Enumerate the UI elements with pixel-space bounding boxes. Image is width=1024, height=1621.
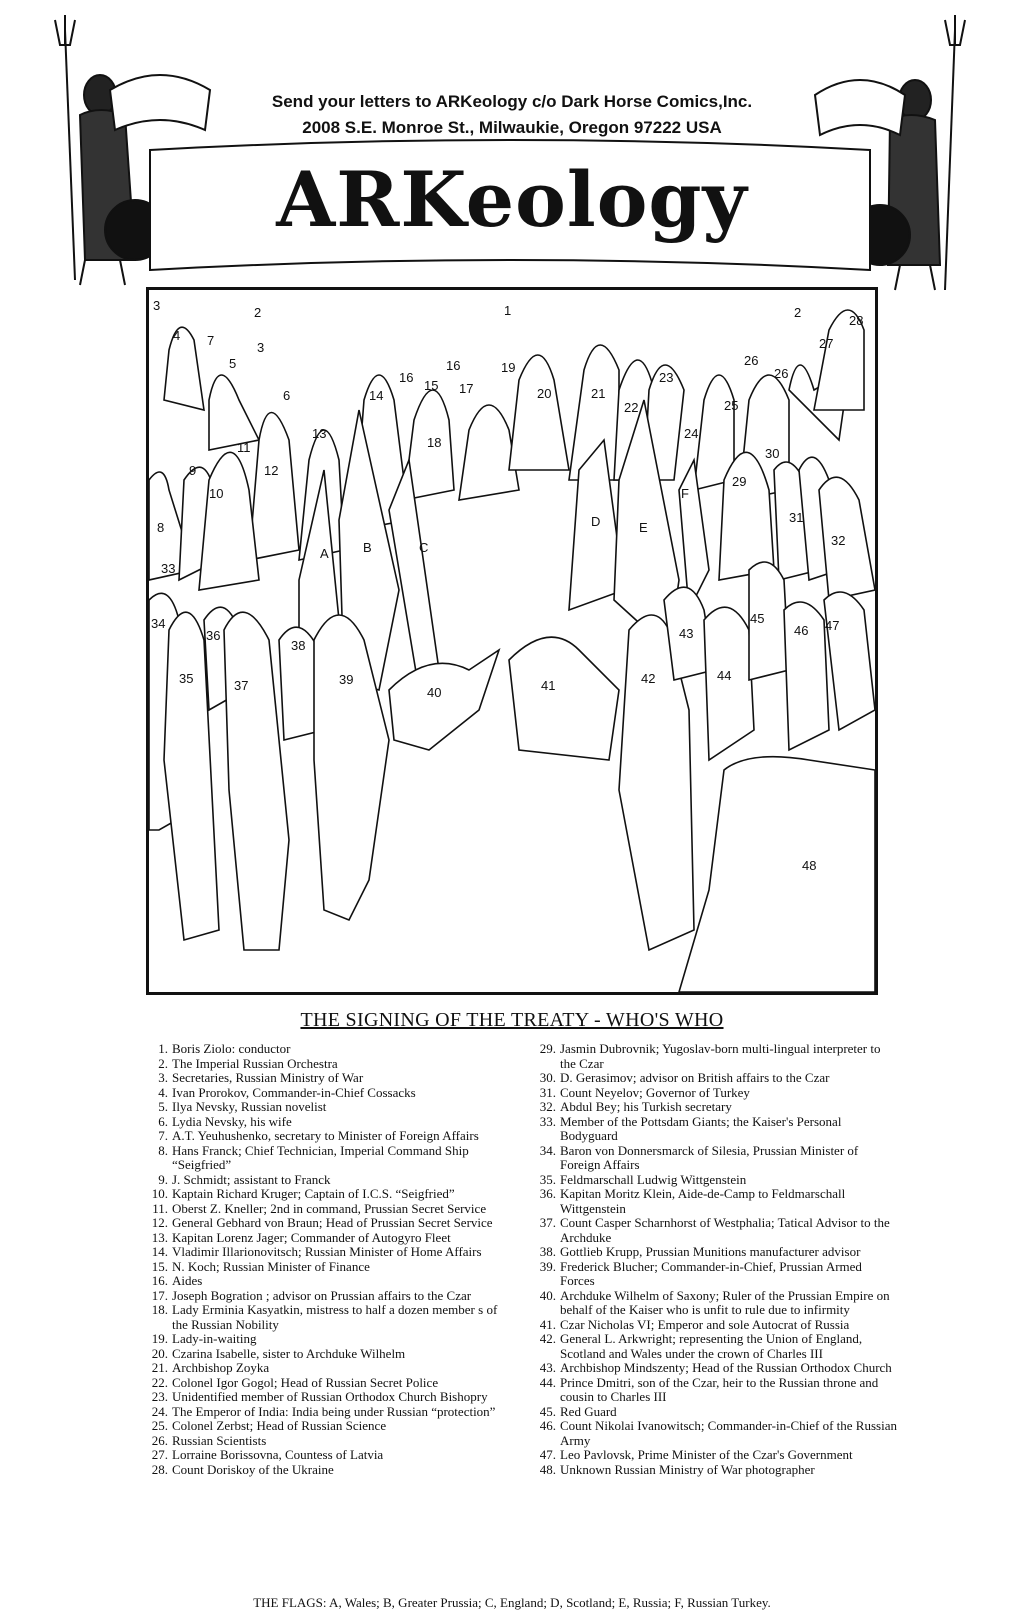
list-item-text: Lorraine Borissovna, Countess of Latvia	[172, 1447, 384, 1462]
list-item-text: A.T. Yeuhushenko, secretary to Minister of Foreign Affairs	[172, 1128, 479, 1143]
figure-label: 23	[659, 370, 674, 385]
list-item	[140, 1245, 510, 1260]
list-item	[140, 1463, 510, 1478]
figure-label: 43	[679, 626, 694, 641]
figure-label: 12	[264, 463, 279, 478]
list-item	[528, 1318, 898, 1333]
list-item-number: 37.	[539, 1215, 556, 1230]
list-item	[140, 1448, 510, 1463]
figure-label: 40	[427, 685, 442, 700]
figure-label: 18	[427, 435, 442, 450]
list-item	[140, 1100, 510, 1115]
list-item-number: 1.	[158, 1041, 168, 1056]
list-item	[140, 1144, 510, 1173]
list-item-number: 42.	[539, 1331, 556, 1346]
list-item	[140, 1361, 510, 1376]
list-item-number: 46.	[539, 1418, 556, 1433]
figure-label: A	[320, 546, 329, 561]
figure-label: 2	[794, 305, 802, 320]
figure-label: 20	[537, 386, 552, 401]
list-item-text: Lady-in-waiting	[172, 1331, 257, 1346]
list-item-number: 8.	[158, 1142, 168, 1158]
figure-label: 25	[724, 398, 739, 413]
list-item-text: Frederick Blucher; Commander-in-Chief, Prussian Armed Forces	[560, 1258, 862, 1288]
silhouette-key-drawing	[149, 290, 875, 992]
figure-label: 21	[591, 386, 606, 401]
list-item	[528, 1115, 898, 1144]
figure-label: 7	[207, 333, 215, 348]
list-item-text: Aides	[172, 1273, 203, 1288]
list-item-number: 18.	[151, 1302, 168, 1317]
list-item-number: 15.	[151, 1258, 168, 1274]
list-item	[528, 1419, 898, 1448]
list-item-number: 9.	[158, 1171, 168, 1187]
list-item-text: Oberst Z. Kneller; 2nd in command, Prussian Secret Service	[172, 1200, 487, 1216]
figure-label: 11	[237, 440, 251, 455]
list-item-number: 38.	[539, 1244, 556, 1259]
list-item	[528, 1144, 898, 1173]
list-item-number: 41.	[539, 1316, 556, 1332]
list-item-text: Unknown Russian Ministry of War photographer	[560, 1461, 815, 1477]
figure-label: 42	[641, 671, 656, 686]
list-item	[140, 1086, 510, 1101]
who-list-left	[140, 1042, 510, 1477]
list-item-number: 20.	[151, 1345, 168, 1361]
figure-label: 38	[291, 638, 306, 653]
list-item-text: Czarina Isabelle, sister to Archduke Wilhelm	[172, 1345, 406, 1361]
list-item-text: Vladimir Illarionovitsch; Russian Minister of Home Affairs	[172, 1244, 482, 1259]
list-item-number: 44.	[539, 1374, 556, 1390]
list-item-number: 2.	[158, 1055, 168, 1071]
figure-label: 28	[849, 313, 864, 328]
list-item-text: Lady Erminia Kasyatkin, mistress to half a dozen member s of the Russian Nobility	[172, 1302, 498, 1332]
list-item-text: Count Doriskoy of the Ukraine	[172, 1461, 334, 1477]
list-item-text: Gottlieb Krupp, Prussian Munitions manufacturer advisor	[560, 1244, 861, 1259]
list-item-text: Feldmarschall Ludwig Wittgenstein	[560, 1171, 747, 1187]
list-item-number: 31.	[539, 1084, 556, 1100]
list-item-number: 36.	[539, 1186, 556, 1201]
figure-label: 34	[151, 616, 166, 631]
figure-label: C	[419, 540, 429, 555]
list-item	[528, 1245, 898, 1260]
list-item-text: Archbishop Mindszenty; Head of the Russian Orthodox Church	[560, 1360, 892, 1375]
figure-label: B	[363, 540, 372, 555]
page-title: ARKeology	[276, 155, 748, 244]
list-item-number: 12.	[151, 1215, 168, 1230]
list-item-number: 34.	[539, 1142, 556, 1158]
list-item-text: Kapitan Moritz Klein, Aide-de-Camp to Feldmarschall Wittgenstein	[560, 1186, 846, 1216]
list-item-text: D. Gerasimov; advisor on British affairs to the Czar	[560, 1070, 830, 1085]
figure-label: 39	[339, 672, 354, 687]
list-item-text: J. Schmidt; assistant to Franck	[172, 1171, 331, 1187]
figure-label: 44	[717, 668, 732, 683]
list-item-number: 3.	[158, 1070, 168, 1085]
list-item-text: Kapitan Lorenz Jager; Commander of Autogyro Fleet	[172, 1229, 451, 1245]
list-item-text: Baron von Donnersmarck of Silesia, Prussian Minister of Foreign Affairs	[560, 1142, 859, 1172]
figure-label: 8	[157, 520, 165, 535]
list-item-text: Prince Dmitri, son of the Czar, heir to the Russian throne and cousin to Charles III	[560, 1374, 879, 1404]
figure-label: F	[681, 486, 689, 501]
list-item-number: 48.	[539, 1461, 556, 1477]
list-item-number: 40.	[539, 1287, 556, 1303]
list-item-text: Jasmin Dubrovnik; Yugoslav-born multi-lingual interpreter to the Czar	[560, 1041, 881, 1071]
figure-label: 4	[173, 328, 181, 343]
list-item	[140, 1332, 510, 1347]
list-item-number: 35.	[539, 1171, 556, 1187]
figure-label: 22	[624, 400, 639, 415]
list-item	[140, 1289, 510, 1304]
list-item-number: 28.	[151, 1461, 168, 1477]
list-item	[140, 1260, 510, 1275]
figure-label: 5	[229, 356, 237, 371]
figure-label: 29	[732, 474, 747, 489]
list-item-text: Colonel Zerbst; Head of Russian Science	[172, 1418, 387, 1433]
list-item-number: 7.	[158, 1128, 168, 1143]
list-item	[528, 1187, 898, 1216]
list-item	[140, 1434, 510, 1449]
figure-label: 24	[684, 426, 699, 441]
list-item-number: 19.	[151, 1331, 168, 1346]
list-item	[528, 1071, 898, 1086]
figure-label: D	[591, 514, 601, 529]
list-item-text: N. Koch; Russian Minister of Finance	[172, 1258, 370, 1274]
list-item-text: Colonel Igor Gogol; Head of Russian Secret Police	[172, 1374, 439, 1390]
figure-label: 30	[765, 446, 780, 461]
address-line-2: 2008 S.E. Monroe St., Milwaukie, Oregon 97222 USA	[302, 118, 722, 137]
list-item-number: 43.	[539, 1360, 556, 1375]
figure-label: 31	[789, 510, 804, 525]
figure-label: 32	[831, 533, 846, 548]
list-item-text: Ivan Prorokov, Commander-in-Chief Cossacks	[172, 1084, 416, 1100]
figure-label: 3	[153, 298, 161, 313]
list-item-text: Count Neyelov; Governor of Turkey	[560, 1084, 750, 1100]
figure-label: 26	[744, 353, 759, 368]
list-item-number: 13.	[151, 1229, 168, 1245]
list-item-number: 16.	[151, 1273, 168, 1288]
figure-label: 2	[254, 305, 262, 320]
list-item	[528, 1448, 898, 1463]
list-item-number: 32.	[539, 1099, 556, 1114]
figure-label: 16	[446, 358, 461, 373]
list-item-number: 25.	[151, 1418, 168, 1433]
list-item-number: 6.	[158, 1113, 168, 1129]
list-item-text: Lydia Nevsky, his wife	[172, 1113, 292, 1129]
list-item-text: Hans Franck; Chief Technician, Imperial Command Ship “Seigfried”	[172, 1142, 469, 1172]
list-item	[140, 1129, 510, 1144]
list-heading: THE SIGNING OF THE TREATY - WHO'S WHO	[300, 1009, 724, 1031]
list-item-number: 11.	[152, 1200, 168, 1216]
list-item-text: General L. Arkwright; representing the Union of England, Scotland and Wales under the crown of Charles III	[560, 1331, 863, 1361]
list-item-text: Abdul Bey; his Turkish secretary	[560, 1099, 732, 1114]
list-item-number: 4.	[158, 1084, 168, 1100]
list-item-number: 30.	[539, 1070, 556, 1085]
list-item-number: 17.	[151, 1287, 168, 1303]
treaty-key-illustration	[146, 287, 878, 995]
list-item-number: 45.	[539, 1403, 556, 1419]
list-item-number: 23.	[151, 1389, 168, 1404]
list-item	[528, 1405, 898, 1420]
list-item-text: Czar Nicholas VI; Emperor and sole Autocrat of Russia	[560, 1316, 850, 1332]
list-item	[140, 1419, 510, 1434]
list-item-text: Count Nikolai Ivanowitsch; Commander-in-Chief of the Russian Army	[560, 1418, 897, 1448]
figure-label: 26	[774, 366, 789, 381]
list-item-number: 27.	[151, 1447, 168, 1462]
list-item	[140, 1376, 510, 1391]
list-item-text: Kaptain Richard Kruger; Captain of I.C.S. “Seigfried”	[172, 1186, 455, 1201]
list-item-text: Boris Ziolo: conductor	[172, 1041, 291, 1056]
list-item-text: The Imperial Russian Orchestra	[172, 1055, 338, 1071]
figure-label: 45	[750, 611, 765, 626]
figure-label: 1	[504, 303, 512, 318]
list-item	[140, 1274, 510, 1289]
list-item-text: Member of the Pottsdam Giants; the Kaiser's Personal Bodyguard	[560, 1113, 842, 1143]
list-item	[140, 1231, 510, 1246]
list-item	[528, 1463, 898, 1478]
list-item-number: 47.	[539, 1447, 556, 1462]
list-item-text: The Emperor of India: India being under Russian “protection”	[172, 1403, 496, 1419]
figure-label: 6	[283, 388, 291, 403]
list-item	[528, 1100, 898, 1115]
list-item	[528, 1173, 898, 1188]
figure-label: E	[639, 520, 648, 535]
list-item-text: Count Casper Scharnhorst of Westphalia; Tatical Advisor to the Archduke	[560, 1215, 890, 1245]
flags-legend: THE FLAGS: A, Wales; B, Greater Prussia; C, England; D, Scotland; E, Russia; F, Russian Turkey.	[253, 1595, 771, 1610]
list-item-number: 5.	[158, 1099, 168, 1114]
list-item	[140, 1303, 510, 1332]
figure-label: 36	[206, 628, 221, 643]
list-item	[528, 1086, 898, 1101]
list-item-number: 29.	[539, 1041, 556, 1056]
figure-label: 10	[209, 486, 224, 501]
figure-label: 37	[234, 678, 249, 693]
figure-label: 3	[257, 340, 265, 355]
list-item-number: 24.	[151, 1403, 168, 1419]
list-item	[140, 1057, 510, 1072]
list-item	[528, 1376, 898, 1405]
list-item	[140, 1173, 510, 1188]
figure-label: 47	[825, 618, 840, 633]
list-item-text: Archbishop Zoyka	[172, 1360, 270, 1375]
who-list-right	[528, 1042, 898, 1477]
figure-label: 33	[161, 561, 176, 576]
address-line-1: Send your letters to ARKeology c/o Dark Horse Comics,Inc.	[271, 92, 753, 111]
list-item	[528, 1361, 898, 1376]
figure-label: 46	[794, 623, 809, 638]
list-item-text: General Gebhard von Braun; Head of Prussian Secret Service	[172, 1215, 493, 1230]
list-item	[528, 1042, 898, 1071]
list-item-text: Archduke Wilhelm of Saxony; Ruler of the Prussian Empire on behalf of the Kaiser who is unfit to rule due to infirmity	[560, 1287, 890, 1317]
figure-label: 15	[424, 378, 439, 393]
list-item	[140, 1202, 510, 1217]
list-item-text: Leo Pavlovsk, Prime Minister of the Czar's Government	[560, 1447, 853, 1462]
list-item	[140, 1216, 510, 1231]
list-item-number: 26.	[151, 1432, 168, 1448]
list-item	[528, 1332, 898, 1361]
figure-label: 17	[459, 381, 474, 396]
list-item-number: 39.	[539, 1258, 556, 1274]
list-item-text: Unidentified member of Russian Orthodox Church Bishopry	[172, 1389, 488, 1404]
list-item	[528, 1260, 898, 1289]
list-item-text: Joseph Bogration ; advisor on Prussian affairs to the Czar	[172, 1287, 472, 1303]
list-item-number: 33.	[539, 1113, 556, 1129]
header-banner	[0, 0, 1024, 300]
list-item-number: 10.	[151, 1186, 168, 1201]
list-item-text: Russian Scientists	[172, 1432, 267, 1448]
figure-label: 41	[541, 678, 556, 693]
list-item-number: 14.	[151, 1244, 168, 1259]
list-item	[140, 1187, 510, 1202]
list-item-text: Secretaries, Russian Ministry of War	[172, 1070, 364, 1085]
list-item-number: 22.	[151, 1374, 168, 1390]
figure-label: 14	[369, 388, 384, 403]
list-item	[140, 1042, 510, 1057]
list-item	[528, 1289, 898, 1318]
figure-label: 27	[819, 336, 834, 351]
figure-label: 9	[189, 463, 197, 478]
list-item	[140, 1347, 510, 1362]
figure-label: 16	[399, 370, 414, 385]
figure-label: 19	[501, 360, 516, 375]
list-item	[140, 1405, 510, 1420]
figure-label: 35	[179, 671, 194, 686]
list-item-text: Red Guard	[560, 1403, 617, 1419]
list-item	[528, 1216, 898, 1245]
figure-label: 13	[312, 426, 327, 441]
list-item	[140, 1071, 510, 1086]
list-item	[140, 1390, 510, 1405]
list-item-text: Ilya Nevsky, Russian novelist	[172, 1099, 327, 1114]
figure-label: 48	[802, 858, 817, 873]
list-item-number: 21.	[151, 1360, 168, 1375]
list-item	[140, 1115, 510, 1130]
